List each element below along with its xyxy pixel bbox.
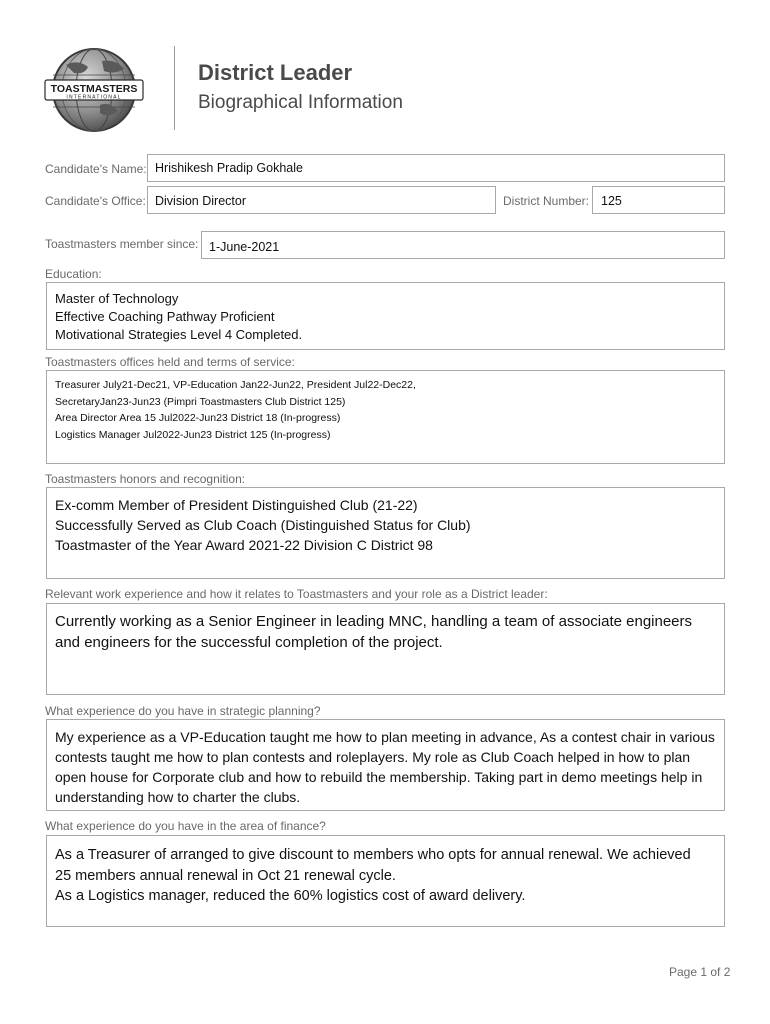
education-label: Education: bbox=[45, 267, 102, 281]
district-number-field[interactable] bbox=[592, 186, 725, 214]
offices-held-line: SecretaryJan23-Jun23 (Pimpri Toastmasters Club District 125) bbox=[55, 395, 346, 408]
page-title: District Leader bbox=[198, 60, 353, 85]
strategic-planning-line: My experience as a VP-Education taught me how to plan meeting in advance, As a contest chair in various bbox=[55, 729, 715, 745]
finance-line: As a Treasurer of arranged to give discount to members who opts for annual renewal. We achieved bbox=[55, 847, 691, 863]
finance-line: As a Logistics manager, reduced the 60% logistics cost of award delivery. bbox=[55, 888, 526, 904]
education-field[interactable] bbox=[46, 282, 725, 350]
strategic-planning-label: What experience do you have in strategic planning? bbox=[45, 704, 321, 718]
education-line: Master of Technology bbox=[55, 291, 179, 306]
candidate-name-label: Candidate's Name: bbox=[45, 162, 147, 176]
district-number-label: District Number: bbox=[503, 194, 590, 208]
candidate-office-label: Candidate's Office: bbox=[45, 194, 146, 208]
district-number-value: 125 bbox=[601, 194, 622, 208]
logo-text-bottom: INTERNATIONAL bbox=[66, 94, 122, 101]
logo-text-top: TOASTMASTERS bbox=[50, 83, 138, 95]
member-since-value: 1-June-2021 bbox=[209, 240, 280, 254]
honors-label: Toastmasters honors and recognition: bbox=[45, 472, 246, 486]
member-since-label: Toastmasters member since: bbox=[45, 237, 199, 251]
work-experience-line: Currently working as a Senior Engineer in leading MNC, handling a team of associate engineers bbox=[55, 613, 693, 630]
honors-field[interactable] bbox=[46, 487, 725, 579]
page-number: Page 1 of 2 bbox=[669, 965, 731, 979]
finance-field[interactable] bbox=[46, 835, 725, 927]
candidate-name-field[interactable] bbox=[147, 154, 725, 182]
candidate-office-value: Division Director bbox=[155, 194, 246, 208]
header-divider bbox=[174, 46, 175, 130]
offices-held-line: Area Director Area 15 Jul2022-Jun23 District 18 (In-progress) bbox=[55, 412, 341, 424]
strategic-planning-line: understanding how to charter the clubs. bbox=[55, 789, 301, 805]
honors-line: Ex-comm Member of President Distinguished Club (21-22) bbox=[55, 497, 418, 513]
offices-held-field[interactable] bbox=[46, 370, 725, 464]
toastmasters-logo bbox=[44, 45, 144, 133]
offices-held-line: Logistics Manager Jul2022-Jun23 District 125 (In-progress) bbox=[55, 428, 331, 441]
candidate-office-field[interactable] bbox=[147, 186, 496, 214]
work-experience-field[interactable] bbox=[46, 603, 725, 695]
education-line: Motivational Strategies Level 4 Completed. bbox=[55, 327, 303, 342]
honors-line: Toastmaster of the Year Award 2021-22 Division C District 98 bbox=[55, 537, 433, 553]
candidate-name-value: Hrishikesh Pradip Gokhale bbox=[155, 161, 303, 175]
offices-held-line: Treasurer July21-Dec21, VP-Education Jan22-Jun22, President Jul22-Dec22, bbox=[55, 379, 416, 391]
finance-label: What experience do you have in the area of finance? bbox=[45, 819, 326, 833]
work-experience-label: Relevant work experience and how it relates to Toastmasters and your role as a District leader: bbox=[45, 587, 548, 601]
strategic-planning-field[interactable] bbox=[46, 719, 725, 811]
honors-line: Successfully Served as Club Coach (Distinguished Status for Club) bbox=[55, 517, 471, 533]
member-since-field[interactable] bbox=[201, 231, 725, 259]
offices-held-label: Toastmasters offices held and terms of service: bbox=[45, 355, 295, 369]
finance-line: 25 members annual renewal in Oct 21 renewal cycle. bbox=[55, 867, 396, 884]
strategic-planning-line: contests taught me how to plan contests and roleplayers. My role as Club Coach helped in how to plan bbox=[55, 749, 691, 765]
education-line: Effective Coaching Pathway Proficient bbox=[55, 309, 275, 324]
work-experience-line: and engineers for the successful completion of the project. bbox=[55, 634, 443, 651]
page-subtitle: Biographical Information bbox=[198, 92, 403, 113]
strategic-planning-line: open house for Corporate club and how to rebuild the membership. Taking part in demo meetings help in bbox=[55, 769, 703, 785]
